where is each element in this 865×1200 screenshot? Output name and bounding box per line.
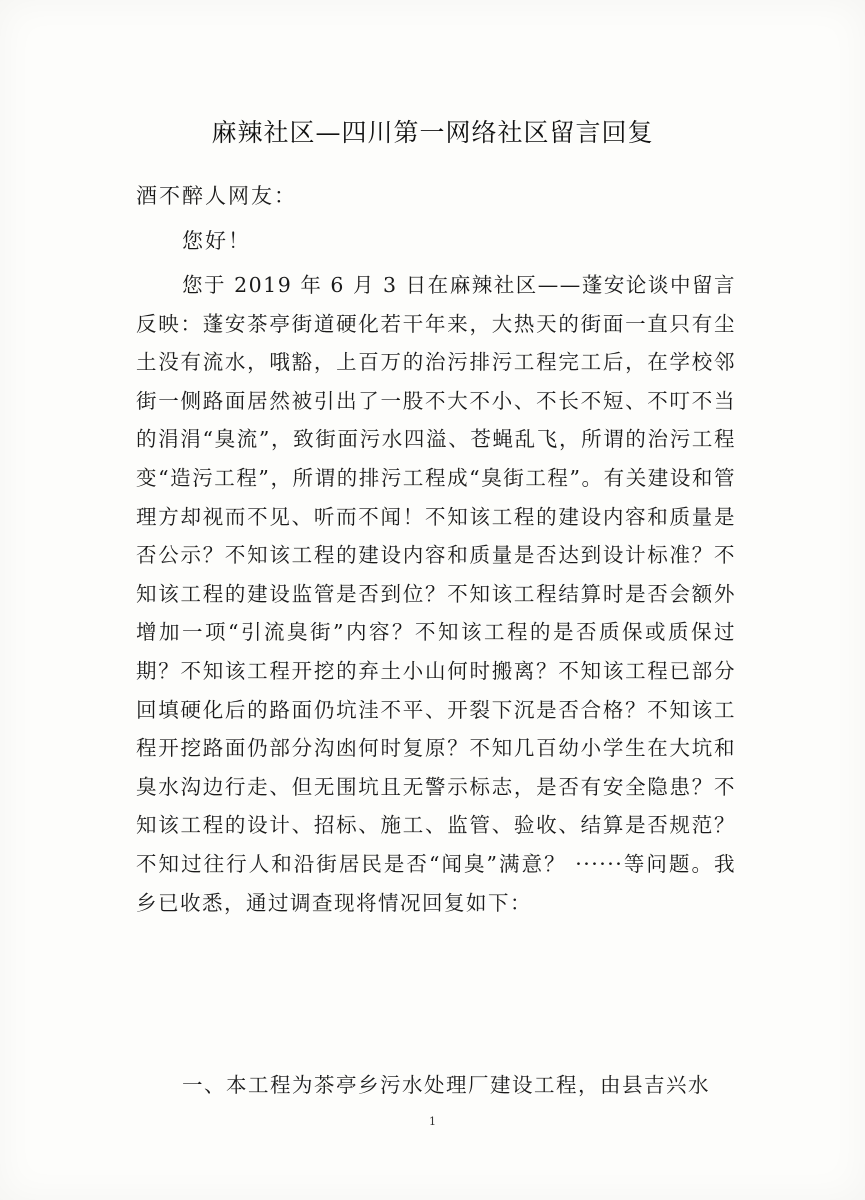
section-one-paragraph: 一、本工程为茶亭乡污水处理厂建设工程，由县吉兴水 xyxy=(182,1073,710,1097)
document-title: 麻辣社区—四川第一网络社区留言回复 xyxy=(211,118,654,147)
greeting: 您好！ xyxy=(182,229,251,253)
salutation: 酒不醉人网友： xyxy=(136,184,297,208)
page-number: 1 xyxy=(429,1115,436,1128)
body-paragraph: 您于 2019 年 6 月 3 日在麻辣社区——蓬安论谈中留言反映：蓬安茶亭街道硬化若干年来，大热天的街面一直只有尘土没有流水，哦豁，上百万的治污排污工程完工后，在学校邻街一侧路面居然被引出了一股不大不小、不长不短、不叮不当的涓涓“臭流”，致街面污水四溢、苍蝇乱飞，所谓的治污工程变“造污工程”，所谓的排污工程成“臭街工程”。有关建设和管理方却视而不见、听而不闻！不知该工程的建设内容和质量是否公示？不知该工程的建设内容和质量是否达到设计标准？不知该工程的建设监管是否到位？不知该工程结算时是否会额外增加一项“引流臭街”内容？不知该工程的是否质保或质保过期？不知该工程开挖的弃土小山何时搬离？不知该工程已部分回填硬化后的路面仍坑洼不平、开裂下沉是否合格？不知该工程开挖路面仍部分沟凼何时复原？不知几百幼小学生在大坑和臭水沟边行走、但无围坑且无警示标志，是否有安全隐患？不知该工程的设计、招标、施工、监管、验收、结算是否规范？不知过往行人和沿街居民是否“闻臭”满意？ ······等问题。我乡已收悉，通过调查现将情况回复如下： xyxy=(136,273,736,915)
